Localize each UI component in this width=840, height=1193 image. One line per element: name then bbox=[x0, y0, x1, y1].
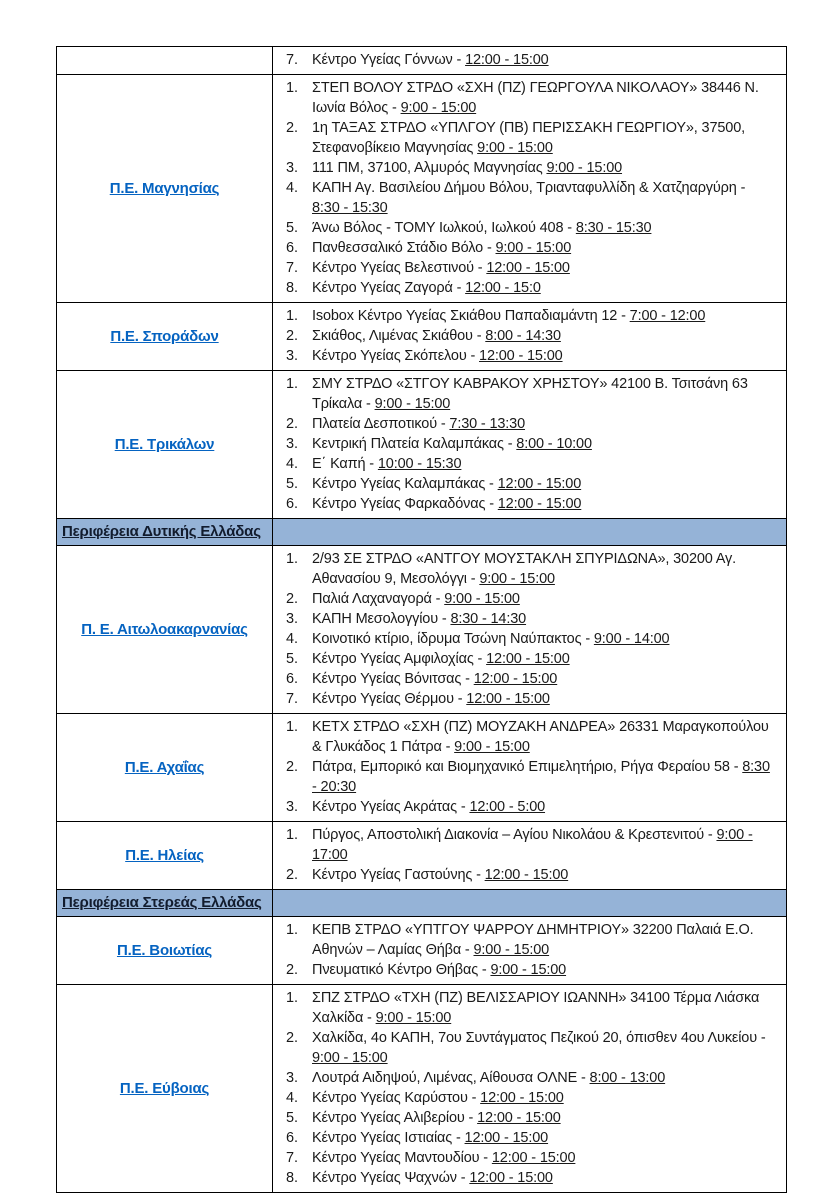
location-name: ΣΜΥ ΣΤΡΔΟ «ΣΤΓΟΥ ΚΑΒΡΑΚΟΥ ΧΡΗΣΤΟΥ» 42100 Β. Τσιτσάνη 63 Τρίκαλα - bbox=[312, 376, 748, 412]
location-name: Άνω Βόλος - ΤΟΜΥ Ιωλκού, Ιωλκού 408 - bbox=[312, 220, 576, 236]
region-header-spacer-cell bbox=[273, 519, 786, 545]
item-text bbox=[312, 920, 776, 960]
location-item bbox=[286, 278, 776, 298]
region-header-spacer-cell bbox=[273, 890, 786, 916]
item-text bbox=[312, 1108, 776, 1128]
locations-cell bbox=[273, 47, 786, 74]
item-text bbox=[312, 50, 776, 70]
regional-unit-link[interactable]: Π.Ε. Τρικάλων bbox=[114, 435, 215, 453]
location-item bbox=[286, 717, 776, 757]
location-name: Πάτρα, Εμπορικό και Βιομηχανικό Επιμελητήριο, Ρήγα Φεραίου 58 - bbox=[312, 759, 743, 775]
table-row bbox=[57, 714, 786, 822]
location-item bbox=[286, 960, 776, 980]
table-row bbox=[57, 985, 786, 1192]
location-item bbox=[286, 326, 776, 346]
item-number: 2. bbox=[286, 328, 298, 344]
item-text bbox=[312, 549, 776, 589]
item-time-range: 9:00 - 15:00 bbox=[312, 1050, 388, 1066]
item-time-range: 7:30 - 13:30 bbox=[449, 416, 526, 432]
item-time-range: 9:00 - 15:00 bbox=[454, 739, 530, 755]
item-time-range: 12:00 - 15:00 bbox=[484, 867, 569, 883]
locations-cell bbox=[273, 546, 786, 713]
item-number: 1. bbox=[286, 719, 298, 735]
item-time-range: 12:00 - 15:00 bbox=[466, 691, 550, 707]
location-name: Ε΄ Καπή - bbox=[312, 456, 378, 472]
location-item bbox=[286, 1168, 776, 1188]
item-number: 5. bbox=[286, 651, 298, 667]
location-name: ΣΠΖ ΣΤΡΔΟ «ΤΧΗ (ΠΖ) ΒΕΛΙΣΣΑΡΙΟΥ ΙΩΑΝΝΗ» 34100 Τέρμα Λιάσκα Χαλκίδα - bbox=[312, 990, 760, 1026]
location-name: Πλατεία Δεσποτικού - bbox=[312, 416, 450, 432]
item-text bbox=[312, 474, 776, 494]
item-text bbox=[312, 278, 776, 298]
item-time-range: 12:00 - 15:0 bbox=[465, 280, 541, 296]
regional-unit-cell bbox=[57, 917, 273, 984]
location-name: Κέντρο Υγείας Γαστούνης - bbox=[312, 867, 485, 883]
item-text bbox=[312, 178, 776, 218]
location-name: Κέντρο Υγείας Καλαμπάκας - bbox=[312, 476, 498, 492]
item-number: 8. bbox=[286, 1170, 298, 1186]
item-number: 1. bbox=[286, 308, 298, 324]
location-name: ΚΑΠΗ Αγ. Βασιλείου Δήμου Βόλου, Τριανταφυλλίδη & Χατζηαργύρη - bbox=[312, 180, 746, 196]
locations-cell bbox=[273, 822, 786, 889]
location-name: ΚΕΤΧ ΣΤΡΔΟ «ΣΧΗ (ΠΖ) ΜΟΥΖΑΚΗ ΑΝΔΡΕΑ» 26331 Μαραγκοπούλου & Γλυκάδος 1 Πάτρα - bbox=[312, 719, 769, 755]
item-text bbox=[312, 434, 776, 454]
item-text bbox=[312, 1148, 776, 1168]
item-time-range: 8:30 - 14:30 bbox=[450, 611, 527, 627]
location-name: Κέντρο Υγείας Ιστιαίας - bbox=[312, 1130, 465, 1146]
item-number: 3. bbox=[286, 436, 298, 452]
item-text bbox=[312, 988, 776, 1028]
location-item bbox=[286, 374, 776, 414]
item-number: 6. bbox=[286, 671, 298, 687]
regional-unit-cell bbox=[57, 714, 273, 821]
location-item bbox=[286, 609, 776, 629]
item-text bbox=[312, 346, 776, 366]
item-text bbox=[312, 689, 776, 709]
item-number: 2. bbox=[286, 1030, 298, 1046]
item-number: 5. bbox=[286, 476, 298, 492]
item-number: 1. bbox=[286, 376, 298, 392]
item-number: 7. bbox=[286, 1150, 298, 1166]
location-item bbox=[286, 158, 776, 178]
location-item bbox=[286, 797, 776, 817]
item-text bbox=[312, 1128, 776, 1148]
regional-unit-link[interactable]: Π.Ε. Εύβοιας bbox=[119, 1079, 210, 1097]
item-number: 3. bbox=[286, 1070, 298, 1086]
location-name: Παλιά Λαχαναγορά - bbox=[312, 591, 445, 607]
item-text bbox=[312, 629, 776, 649]
table-row bbox=[57, 917, 786, 985]
region-header-link[interactable]: Περιφέρεια Στερεάς Ελλάδας bbox=[62, 894, 262, 911]
item-time-range: 9:00 - 15:00 bbox=[479, 571, 555, 587]
location-item bbox=[286, 474, 776, 494]
location-item bbox=[286, 920, 776, 960]
item-text bbox=[312, 374, 776, 414]
location-item bbox=[286, 669, 776, 689]
location-item bbox=[286, 1068, 776, 1088]
item-time-range: 7:00 - 12:00 bbox=[629, 308, 706, 324]
item-number: 7. bbox=[286, 260, 298, 276]
item-number: 5. bbox=[286, 220, 298, 236]
item-text bbox=[312, 118, 776, 158]
table-row bbox=[57, 822, 786, 890]
regional-unit-link[interactable]: Π.Ε. Μαγνησίας bbox=[109, 179, 220, 197]
location-name: Κέντρο Υγείας Ακράτας - bbox=[312, 799, 470, 815]
location-item bbox=[286, 1108, 776, 1128]
item-text bbox=[312, 414, 776, 434]
location-item bbox=[286, 825, 776, 865]
location-name: Κέντρο Υγείας Βόνιτσας - bbox=[312, 671, 474, 687]
location-name: 111 ΠΜ, 37100, Αλμυρός Μαγνησίας bbox=[312, 160, 547, 176]
item-number: 1. bbox=[286, 990, 298, 1006]
item-text bbox=[312, 757, 776, 797]
item-text bbox=[312, 669, 776, 689]
table-row bbox=[57, 546, 786, 714]
location-name: 2/93 ΣΕ ΣΤΡΔΟ «ΑΝΤΓΟΥ ΜΟΥΣΤΑΚΛΗ ΣΠΥΡΙΔΩΝΑ», 30200 Αγ. Αθανασίου 9, Μεσολόγγι - bbox=[312, 551, 737, 587]
item-number: 2. bbox=[286, 759, 298, 775]
item-time-range: 12:00 - 15:00 bbox=[464, 1130, 549, 1146]
item-text bbox=[312, 1168, 776, 1188]
item-time-range: 12:00 - 15:00 bbox=[491, 1150, 576, 1166]
regional-unit-cell bbox=[57, 822, 273, 889]
location-name: Κέντρο Υγείας Μαντουδίου - bbox=[312, 1150, 492, 1166]
location-name: Κέντρο Υγείας Αμφιλοχίας - bbox=[312, 651, 487, 667]
location-name: Πνευματικό Κέντρο Θήβας - bbox=[312, 962, 491, 978]
item-number: 6. bbox=[286, 1130, 298, 1146]
locations-cell bbox=[273, 371, 786, 518]
location-name: ΚΕΠΒ ΣΤΡΔΟ «ΥΠΤΓΟΥ ΨΑΡΡΟΥ ΔΗΜΗΤΡΙΟΥ» 32200 Παλαιά Ε.Ο. Αθηνών – Λαμίας Θήβα - bbox=[312, 922, 754, 958]
locations-cell bbox=[273, 303, 786, 370]
location-item bbox=[286, 649, 776, 669]
locations-cell bbox=[273, 714, 786, 821]
location-item bbox=[286, 454, 776, 474]
item-time-range: 12:00 - 15:00 bbox=[497, 476, 582, 492]
location-name: Κέντρο Υγείας Ψαχνών - bbox=[312, 1170, 470, 1186]
item-time-range: 12:00 - 5:00 bbox=[469, 799, 546, 815]
item-number: 2. bbox=[286, 591, 298, 607]
item-number: 1. bbox=[286, 551, 298, 567]
item-text bbox=[312, 609, 776, 629]
item-number: 6. bbox=[286, 240, 298, 256]
location-item bbox=[286, 629, 776, 649]
regional-unit-link[interactable]: Π.Ε. Βοιωτίας bbox=[116, 941, 213, 959]
item-number: 7. bbox=[286, 691, 298, 707]
location-item bbox=[286, 1128, 776, 1148]
location-item bbox=[286, 689, 776, 709]
location-item bbox=[286, 1088, 776, 1108]
item-time-range: 9:00 - 15:00 bbox=[444, 591, 520, 607]
location-item bbox=[286, 988, 776, 1028]
locations-cell bbox=[273, 985, 786, 1192]
location-name: Isobox Κέντρο Υγείας Σκιάθου Παπαδιαμάντη 12 - bbox=[312, 308, 630, 324]
location-name: Πανθεσσαλικό Στάδιο Βόλο - bbox=[312, 240, 496, 256]
location-name: Κέντρο Υγείας Θέρμου - bbox=[312, 691, 467, 707]
regional-unit-cell bbox=[57, 985, 273, 1192]
item-number: 8. bbox=[286, 280, 298, 296]
item-time-range: 8:00 - 10:00 bbox=[516, 436, 592, 452]
location-name: 1η ΤΑΞΑΣ ΣΤΡΔΟ «ΥΠΛΓΟΥ (ΠΒ) ΠΕΡΙΣΣΑΚΗ ΓΕΩΡΓΙΟΥ», 37500, Στεφανοβίκειο Μαγνησίας bbox=[312, 120, 745, 156]
regional-unit-cell bbox=[57, 47, 273, 74]
item-text bbox=[312, 589, 776, 609]
location-name: Κεντρική Πλατεία Καλαμπάκας - bbox=[312, 436, 517, 452]
item-text bbox=[312, 865, 776, 885]
item-number: 4. bbox=[286, 456, 298, 472]
item-text bbox=[312, 158, 776, 178]
regional-unit-link[interactable]: Π.Ε. Σποράδων bbox=[110, 327, 219, 345]
location-item bbox=[286, 118, 776, 158]
item-time-range: 9:00 - 15:00 bbox=[477, 140, 553, 156]
item-time-range: 8:30 - 20:30 bbox=[312, 759, 770, 795]
item-time-range: 9:00 - 15:00 bbox=[375, 1010, 452, 1026]
location-name: ΣΤΕΠ ΒΟΛΟΥ ΣΤΡΔΟ «ΣΧΗ (ΠΖ) ΓΕΩΡΓΟΥΛΑ ΝΙΚΟΛΑΟΥ» 38446 Ν. Ιωνία Βόλος - bbox=[312, 80, 759, 116]
item-time-range: 10:00 - 15:30 bbox=[377, 456, 462, 472]
item-time-range: 12:00 - 15:00 bbox=[477, 1110, 561, 1126]
table-row bbox=[57, 371, 786, 519]
item-number: 1. bbox=[286, 827, 298, 843]
location-item bbox=[286, 50, 776, 70]
item-time-range: 12:00 - 15:00 bbox=[479, 348, 563, 364]
location-item bbox=[286, 178, 776, 218]
item-time-range: 12:00 - 15:00 bbox=[473, 671, 558, 687]
location-name: Κέντρο Υγείας Φαρκαδόνας - bbox=[312, 496, 498, 512]
item-time-range: 8:00 - 14:30 bbox=[485, 328, 561, 344]
item-text bbox=[312, 797, 776, 817]
item-text bbox=[312, 960, 776, 980]
location-item bbox=[286, 218, 776, 238]
location-item bbox=[286, 1028, 776, 1068]
item-time-range: 9:00 - 14:00 bbox=[593, 631, 670, 647]
item-time-range: 9:00 - 15:00 bbox=[473, 942, 550, 958]
location-name: Χαλκίδα, 4ο ΚΑΠΗ, 7ου Συντάγματος Πεζικού 20, όπισθεν 4ου Λυκείου - bbox=[312, 1030, 766, 1046]
item-text bbox=[312, 1028, 776, 1068]
item-number: 3. bbox=[286, 611, 298, 627]
item-time-range: 12:00 - 15:00 bbox=[465, 52, 549, 68]
item-time-range: 12:00 - 15:00 bbox=[486, 651, 570, 667]
item-number: 2. bbox=[286, 416, 298, 432]
location-name: Κέντρο Υγείας Αλιβερίου - bbox=[312, 1110, 478, 1126]
item-number: 1. bbox=[286, 922, 298, 938]
locations-cell bbox=[273, 917, 786, 984]
item-text bbox=[312, 306, 776, 326]
location-name: ΚΑΠΗ Μεσολογγίου - bbox=[312, 611, 451, 627]
item-number: 2. bbox=[286, 120, 298, 136]
location-name: Κέντρο Υγείας Καρύστου - bbox=[312, 1090, 481, 1106]
item-text bbox=[312, 494, 776, 514]
region-header-cell bbox=[57, 519, 273, 545]
item-number: 2. bbox=[286, 867, 298, 883]
item-time-range: 12:00 - 15:00 bbox=[480, 1090, 564, 1106]
regional-unit-cell bbox=[57, 303, 273, 370]
item-number: 3. bbox=[286, 348, 298, 364]
location-name: Κέντρο Υγείας Γόννων - bbox=[312, 52, 466, 68]
location-item bbox=[286, 238, 776, 258]
item-number: 4. bbox=[286, 180, 298, 196]
item-number: 7. bbox=[286, 52, 298, 68]
item-number: 1. bbox=[286, 80, 298, 96]
item-time-range: 9:00 - 15:00 bbox=[374, 396, 451, 412]
location-item bbox=[286, 346, 776, 366]
locations-cell bbox=[273, 75, 786, 302]
location-item bbox=[286, 434, 776, 454]
item-number: 3. bbox=[286, 799, 298, 815]
location-item bbox=[286, 414, 776, 434]
item-text bbox=[312, 454, 776, 474]
regional-unit-link[interactable]: Π.Ε. Αχαΐας bbox=[124, 758, 205, 776]
location-item bbox=[286, 78, 776, 118]
item-time-range: 9:00 - 15:00 bbox=[546, 160, 623, 176]
region-header-row bbox=[57, 890, 786, 917]
location-item bbox=[286, 494, 776, 514]
location-item bbox=[286, 258, 776, 278]
regional-unit-cell bbox=[57, 371, 273, 518]
item-time-range: 8:00 - 13:00 bbox=[589, 1070, 666, 1086]
location-name: Κέντρο Υγείας Ζαγορά - bbox=[312, 280, 466, 296]
location-name: Σκιάθος, Λιμένας Σκιάθου - bbox=[312, 328, 486, 344]
schedule-table bbox=[56, 46, 787, 1193]
item-text bbox=[312, 218, 776, 238]
regional-unit-cell bbox=[57, 75, 273, 302]
region-header-cell bbox=[57, 890, 273, 916]
item-time-range: 9:00 - 15:00 bbox=[495, 240, 572, 256]
table-row bbox=[57, 303, 786, 371]
item-number: 2. bbox=[286, 962, 298, 978]
regional-unit-link[interactable]: Π.Ε. Ηλείας bbox=[125, 846, 204, 864]
location-name: Κέντρο Υγείας Σκόπελου - bbox=[312, 348, 480, 364]
item-number: 4. bbox=[286, 631, 298, 647]
item-text bbox=[312, 78, 776, 118]
item-text bbox=[312, 1088, 776, 1108]
item-number: 4. bbox=[286, 1090, 298, 1106]
item-number: 3. bbox=[286, 160, 298, 176]
item-text bbox=[312, 717, 776, 757]
location-name: Λουτρά Αιδηψού, Λιμένας, Αίθουσα ΟΛΝΕ - bbox=[312, 1070, 590, 1086]
item-time-range: 8:30 - 15:30 bbox=[312, 200, 388, 216]
item-text bbox=[312, 258, 776, 278]
item-text bbox=[312, 649, 776, 669]
regional-unit-link[interactable]: Π. Ε. Αιτωλοακαρνανίας bbox=[81, 620, 248, 638]
table-row bbox=[57, 47, 786, 75]
item-time-range: 9:00 - 15:00 bbox=[400, 100, 477, 116]
location-item bbox=[286, 865, 776, 885]
table-row bbox=[57, 75, 786, 303]
location-item bbox=[286, 589, 776, 609]
item-time-range: 9:00 - 15:00 bbox=[490, 962, 567, 978]
item-text bbox=[312, 825, 776, 865]
item-time-range: 9:00 - 17:00 bbox=[312, 827, 753, 863]
item-time-range: 12:00 - 15:00 bbox=[469, 1170, 553, 1186]
item-text bbox=[312, 1068, 776, 1088]
item-text bbox=[312, 326, 776, 346]
location-name: Κοινοτικό κτίριο, ίδρυμα Τσώνη Ναύπακτος - bbox=[312, 631, 594, 647]
region-header-link[interactable]: Περιφέρεια Δυτικής Ελλάδας bbox=[62, 523, 261, 540]
location-name: Κέντρο Υγείας Βελεστινού - bbox=[312, 260, 487, 276]
item-number: 5. bbox=[286, 1110, 298, 1126]
item-time-range: 12:00 - 15:00 bbox=[486, 260, 570, 276]
item-time-range: 12:00 - 15:00 bbox=[497, 496, 582, 512]
item-number: 6. bbox=[286, 496, 298, 512]
regional-unit-cell bbox=[57, 546, 273, 713]
location-item bbox=[286, 1148, 776, 1168]
location-item bbox=[286, 306, 776, 326]
item-text bbox=[312, 238, 776, 258]
location-item bbox=[286, 549, 776, 589]
location-item bbox=[286, 757, 776, 797]
region-header-row bbox=[57, 519, 786, 546]
item-time-range: 8:30 - 15:30 bbox=[575, 220, 652, 236]
location-name: Πύργος, Αποστολική Διακονία – Αγίου Νικολάου & Κρεστενιτού - bbox=[312, 827, 717, 843]
